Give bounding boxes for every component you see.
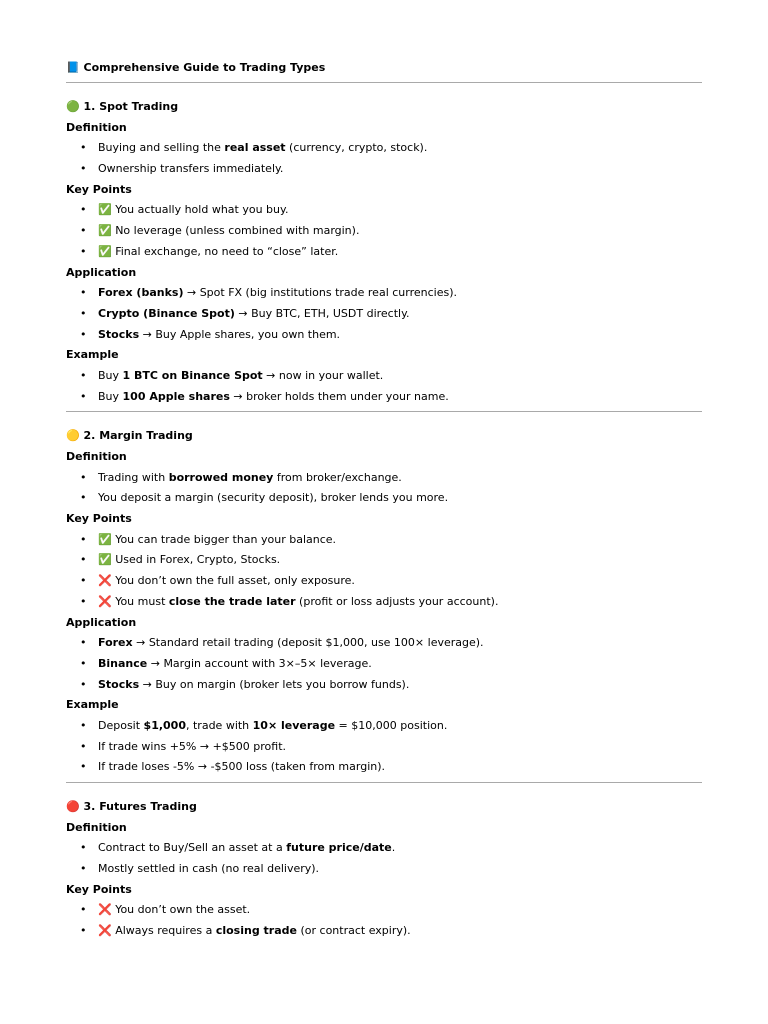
list-item: [66, 757, 702, 778]
bullet-icon: •: [80, 903, 87, 917]
subsection-heading: Definition: [66, 450, 127, 463]
section-divider: [66, 411, 702, 412]
subsection-heading: Application: [66, 615, 137, 629]
bullet-icon: •: [80, 841, 87, 855]
section-title: 🔴 3. Futures Trading: [66, 800, 197, 813]
list-item: [66, 592, 702, 613]
bullet-icon: •: [80, 656, 87, 670]
bold-text: borrowed money: [168, 470, 274, 484]
bold-text: Forex: [98, 636, 133, 650]
list-item: [66, 921, 702, 942]
item-text: .: [391, 841, 396, 855]
list-item: [66, 716, 702, 737]
item-text: = $10,000 position.: [335, 718, 448, 732]
item-text: ❌ You must: [98, 594, 169, 608]
page-title: 📘 Comprehensive Guide to Trading Types: [66, 61, 326, 74]
bold-text: 1 BTC on Binance Spot: [122, 368, 263, 382]
subsection-heading: Definition: [66, 820, 127, 834]
subsection-heading: Key Points: [66, 182, 132, 196]
title-divider: [66, 82, 702, 83]
item-text: Buy: [98, 368, 123, 382]
item-text: → Margin account with 3×–5× leverage.: [147, 656, 372, 670]
bold-text: Binance: [98, 656, 148, 670]
subsection-heading: Key Points: [66, 512, 132, 526]
section-title: 🟢 1. Spot Trading: [66, 100, 179, 113]
bullet-icon: •: [80, 141, 87, 155]
list-item: [66, 468, 702, 489]
list-item: [66, 159, 702, 180]
list-item: [66, 900, 702, 921]
bullet-icon: •: [80, 636, 87, 650]
item-text: (profit or loss adjusts your account).: [295, 594, 499, 608]
item-text: → Buy Apple shares, you own them.: [139, 327, 341, 341]
bullet-icon: •: [80, 306, 87, 320]
subsection-heading: Definition: [66, 120, 127, 134]
item-text: Trading with: [98, 470, 169, 484]
list-item: [66, 675, 702, 696]
item-text: ✅ Used in Forex, Crypto, Stocks.: [98, 553, 281, 567]
subsection-heading: Example: [66, 698, 119, 712]
item-text: Ownership transfers immediately.: [98, 162, 284, 176]
list-item: [66, 571, 702, 592]
bullet-list: [66, 633, 702, 695]
subsection-heading: Application: [66, 265, 137, 279]
bullet-icon: •: [80, 244, 87, 258]
item-text: ✅ No leverage (unless combined with margin).: [98, 224, 360, 238]
bold-text: Stocks: [98, 677, 140, 691]
item-text: If trade wins +5% → +$500 profit.: [98, 739, 287, 753]
bullet-icon: •: [80, 532, 87, 546]
bold-text: real asset: [224, 141, 286, 155]
item-text: Buy: [98, 389, 123, 403]
item-text: → Standard retail trading (deposit $1,000, use 100× leverage).: [132, 636, 484, 650]
bullet-icon: •: [80, 389, 87, 403]
bold-text: close the trade later: [168, 594, 296, 608]
list-item: [66, 550, 702, 571]
item-text: ✅ You can trade bigger than your balance.: [98, 532, 337, 546]
list-item: [66, 366, 702, 387]
list-item: [66, 325, 702, 346]
list-item: [66, 530, 702, 551]
item-text: If trade loses -5% → -$500 loss (taken from margin).: [98, 760, 386, 774]
bold-text: $1,000: [143, 718, 186, 732]
bullet-list: [66, 716, 702, 778]
item-text: → Buy BTC, ETH, USDT directly.: [234, 306, 410, 320]
subsection-heading: Example: [66, 348, 119, 362]
item-text: from broker/exchange.: [273, 470, 402, 484]
bullet-icon: •: [80, 594, 87, 608]
item-text: → Spot FX (big institutions trade real currencies).: [183, 286, 458, 300]
bullet-list: [66, 530, 702, 613]
list-item: [66, 221, 702, 242]
bullet-icon: •: [80, 760, 87, 774]
bullet-icon: •: [80, 491, 87, 505]
list-item: [66, 654, 702, 675]
section-title: 🟡 2. Margin Trading: [66, 429, 193, 443]
item-text: ✅ Final exchange, no need to “close” later.: [98, 244, 339, 258]
bullet-list: [66, 838, 702, 879]
bullet-icon: •: [80, 924, 87, 938]
item-text: , trade with: [186, 718, 253, 732]
bullet-list: [66, 283, 702, 345]
guide-document: [66, 59, 702, 942]
list-item: [66, 859, 702, 880]
bullet-icon: •: [80, 739, 87, 753]
item-text: You deposit a margin (security deposit), broker lends you more.: [98, 491, 449, 505]
item-text: → now in your wallet.: [262, 368, 384, 382]
bullet-icon: •: [80, 286, 87, 300]
bullet-icon: •: [80, 862, 87, 876]
bullet-icon: •: [80, 553, 87, 567]
bullet-icon: •: [80, 224, 87, 238]
bullet-icon: •: [80, 368, 87, 382]
item-text: ❌ You don’t own the asset.: [98, 903, 251, 917]
bullet-icon: •: [80, 162, 87, 176]
bullet-list: [66, 200, 702, 262]
bold-text: Forex (banks): [98, 286, 184, 300]
list-item: [66, 737, 702, 758]
item-text: ❌ You don’t own the full asset, only exposure.: [98, 574, 355, 588]
bullet-icon: •: [80, 470, 87, 484]
list-item: [66, 633, 702, 654]
item-text: Buying and selling the: [98, 141, 225, 155]
item-text: (or contract expiry).: [296, 924, 411, 938]
section-divider: [66, 782, 702, 783]
bullet-list: [66, 900, 702, 941]
list-item: [66, 283, 702, 304]
sections-container: [66, 97, 702, 942]
bullet-icon: •: [80, 677, 87, 691]
bold-text: Crypto (Binance Spot): [98, 306, 235, 320]
bold-text: closing trade: [215, 924, 297, 938]
bullet-icon: •: [80, 327, 87, 341]
item-text: → broker holds them under your name.: [229, 389, 449, 403]
bold-text: 100 Apple shares: [122, 389, 230, 403]
list-item: [66, 387, 702, 408]
item-text: Deposit: [98, 718, 144, 732]
bullet-icon: •: [80, 203, 87, 217]
item-text: → Buy on margin (broker lets you borrow funds).: [139, 677, 410, 691]
item-text: ✅ You actually hold what you buy.: [98, 203, 289, 217]
list-item: [66, 200, 702, 221]
list-item: [66, 488, 702, 509]
list-item: [66, 138, 702, 159]
bullet-list: [66, 366, 702, 407]
bullet-list: [66, 138, 702, 179]
item-text: Mostly settled in cash (no real delivery).: [98, 862, 320, 876]
bold-text: Stocks: [98, 327, 140, 341]
bullet-icon: •: [80, 574, 87, 588]
item-text: Contract to Buy/Sell an asset at a: [98, 841, 287, 855]
list-item: [66, 838, 702, 859]
item-text: (currency, crypto, stock).: [285, 141, 428, 155]
bullet-list: [66, 468, 702, 509]
list-item: [66, 242, 702, 263]
bullet-icon: •: [80, 718, 87, 732]
bold-text: 10× leverage: [252, 718, 336, 732]
bold-text: future price/date: [286, 841, 392, 855]
list-item: [66, 304, 702, 325]
item-text: ❌ Always requires a: [98, 924, 216, 938]
subsection-heading: Key Points: [66, 882, 132, 896]
